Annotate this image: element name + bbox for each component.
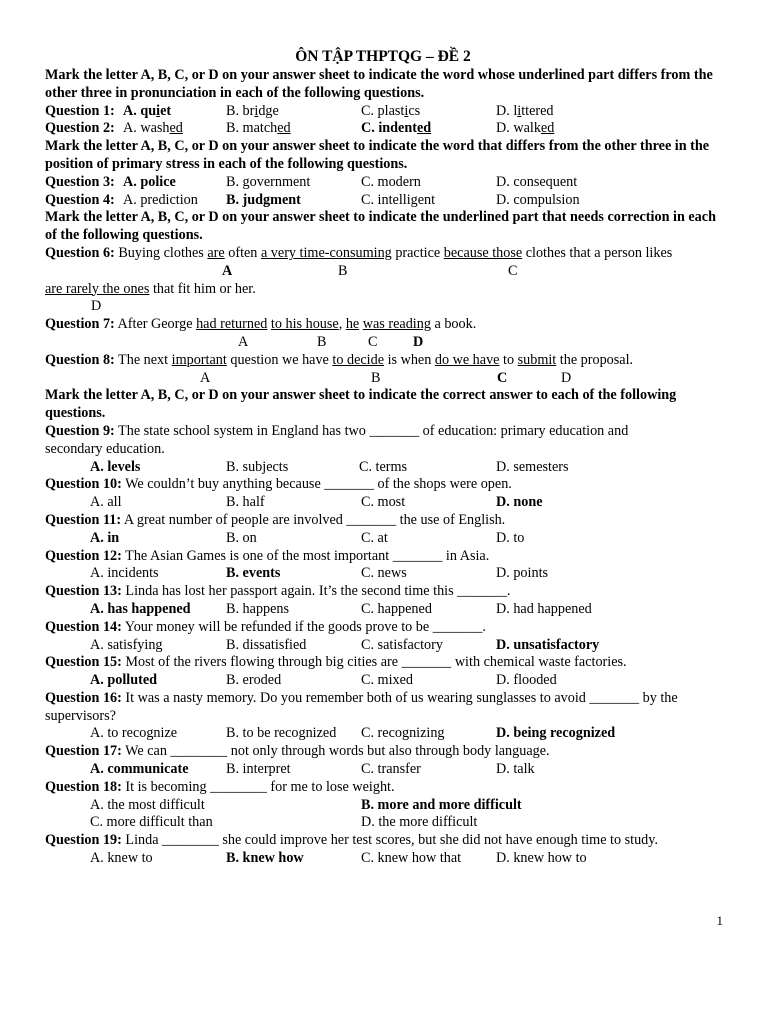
question-2 — [45, 120, 721, 138]
page-number: 1 — [716, 913, 723, 928]
question-19: Question 19: Linda ________ she could improve her test scores, but she did not have enough time to study. — [45, 832, 658, 849]
question-11: Question 11: A great number of people are involved _______ the use of English. — [45, 511, 506, 528]
option-d: D. semesters — [496, 458, 569, 475]
option-a: A. police — [123, 173, 176, 190]
page-title: ÔN TẬP THPTQG – ĐỀ 2 — [295, 48, 471, 65]
question-label: Question 1: — [45, 102, 115, 119]
question-13: Question 13: Linda has lost her passport again. It’s the second time this _______. — [45, 583, 511, 600]
question-4 — [45, 192, 721, 210]
question-17: Question 17: We can ________ not only through words but also through body language. — [45, 743, 550, 760]
instruction-pronunciation: Mark the letter A, B, C, or D on your answer sheet to indicate the word whose underlined part differs from the other three in pronunciation in each of the following questions. — [45, 67, 713, 101]
option-b: B. dissatisfied — [226, 636, 307, 653]
option-b: B. matched — [226, 120, 291, 137]
instruction-error: Mark the letter A, B, C, or D on your answer sheet to indicate the underlined part that needs correction in each of the following questions. — [45, 209, 716, 244]
option-c: C. mixed — [361, 672, 414, 689]
option-c: C. transfer — [361, 761, 421, 778]
option-c: C. more difficult than — [90, 814, 213, 831]
option-c: C. modern — [361, 173, 421, 190]
question-label: Question 3: — [45, 173, 115, 190]
question-9: Question 9: The state school system in England has two _______ of education: primary education and — [45, 422, 629, 439]
question-17-options — [45, 761, 721, 779]
option-c: C. plastics — [361, 102, 421, 119]
question-10-options — [45, 494, 721, 512]
option-a: A. incidents — [90, 565, 159, 582]
option-d: D. compulsion — [496, 191, 580, 208]
question-8: Question 8: The next important question we have to decide is when do we have to submit the proposal. — [45, 351, 634, 368]
option-c: C. knew how that — [361, 850, 462, 867]
question-3 — [45, 174, 721, 192]
option-b: B. half — [226, 494, 265, 511]
option-a: A. the most difficult — [90, 796, 205, 813]
question-label: Question 4: — [45, 191, 115, 208]
option-d: D. unsatisfactory — [496, 636, 600, 653]
option-c: C. terms — [359, 458, 408, 475]
option-a: A. communicate — [90, 761, 189, 778]
option-b: B. knew how — [226, 850, 304, 867]
question-9-continued: secondary education. — [45, 440, 165, 457]
question-12-options — [45, 565, 721, 583]
option-b: B. more and more difficult — [361, 796, 522, 813]
instruction-correct-answer: Mark the letter A, B, C, or D on your answer sheet to indicate the correct answer to each of the following questions. — [45, 387, 677, 422]
option-b: B. events — [226, 565, 281, 582]
option-b: B. to be recognized — [226, 725, 337, 742]
question-16: Question 16: It was a nasty memory. Do you remember both of us wearing sunglasses to avoid _______ by the — [45, 689, 678, 706]
option-b: B. eroded — [226, 672, 282, 689]
option-d: D. the more difficult — [361, 814, 478, 831]
question-8-letters: A B C D — [200, 369, 572, 386]
option-d: D. consequent — [496, 173, 578, 190]
option-a: A. prediction — [123, 191, 198, 208]
option-a: A. in — [90, 529, 120, 546]
question-6-letters: A B C — [222, 262, 518, 279]
option-c: C. most — [361, 494, 406, 511]
question-7-letters: A B C D — [238, 333, 424, 350]
instruction-stress: Mark the letter A, B, C, or D on your answer sheet to indicate the word that differs from the other three in the position of primary stress in each of the following questions. — [45, 138, 710, 172]
option-d: D. littered — [496, 102, 554, 119]
option-b: B. interpret — [226, 761, 291, 778]
question-6: Question 6: Buying clothes are often a very time-consuming practice because those clothes that a person likes — [45, 244, 673, 261]
question-1 — [45, 103, 721, 121]
question-15-options — [45, 672, 721, 690]
option-d: D. being recognized — [496, 725, 616, 742]
option-d: D. points — [496, 565, 549, 582]
option-b: B. happens — [226, 600, 290, 617]
option-c: C. intelligent — [361, 191, 436, 208]
option-c: C. at — [361, 529, 388, 546]
question-18-options-row1 — [45, 797, 721, 815]
option-d: D. talk — [496, 761, 535, 778]
question-7: Question 7: After George had returned to his house, he was reading a book. — [45, 316, 477, 333]
option-a: A. has happened — [90, 600, 191, 617]
question-18: Question 18: It is becoming ________ for me to lose weight. — [45, 778, 395, 795]
question-6-letter-d: D — [91, 298, 102, 315]
option-b: B. bridge — [226, 102, 279, 119]
question-16-options — [45, 725, 721, 743]
question-18-options-row2 — [45, 814, 721, 832]
option-b: B. on — [226, 529, 257, 546]
option-a: A. satisfying — [90, 636, 163, 653]
question-9-options — [45, 459, 721, 477]
question-16-continued: supervisors? — [45, 707, 116, 724]
option-b: B. government — [226, 173, 311, 190]
option-c: C. recognizing — [361, 725, 445, 742]
option-d: D. flooded — [496, 672, 557, 689]
option-d: D. walked — [496, 120, 555, 137]
option-a: A. levels — [90, 458, 141, 475]
question-15: Question 15: Most of the rivers flowing through big cities are _______ with chemical waste factories. — [45, 654, 627, 671]
question-label: Question 2: — [45, 120, 115, 137]
option-d: D. none — [496, 494, 543, 511]
question-10: Question 10: We couldn’t buy anything because _______ of the shops were open. — [45, 476, 512, 493]
option-b: B. subjects — [226, 458, 289, 475]
question-12: Question 12: The Asian Games is one of the most important _______ in Asia. — [45, 547, 490, 564]
option-c: C. news — [361, 565, 407, 582]
option-d: D. had happened — [496, 600, 592, 617]
question-6-continued: are rarely the ones that fit him or her. — [45, 280, 256, 297]
exam-page — [45, 48, 721, 868]
question-13-options — [45, 601, 721, 619]
option-a: A. washed — [123, 120, 183, 137]
question-19-options — [45, 850, 721, 868]
option-a: A. to recognize — [90, 725, 178, 742]
option-a: A. quiet — [123, 102, 172, 119]
option-b: B. judgment — [226, 191, 301, 208]
option-a: A. knew to — [90, 850, 153, 867]
option-c: C. happened — [361, 600, 432, 617]
question-11-options — [45, 530, 721, 548]
option-d: D. to — [496, 529, 525, 546]
option-a: A. polluted — [90, 672, 158, 689]
question-14: Question 14: Your money will be refunded if the goods prove to be _______. — [45, 618, 486, 635]
option-c: C. indented — [361, 120, 432, 137]
option-d: D. knew how to — [496, 850, 587, 867]
option-a: A. all — [90, 494, 122, 511]
option-c: C. satisfactory — [361, 636, 443, 653]
question-14-options — [45, 637, 721, 655]
